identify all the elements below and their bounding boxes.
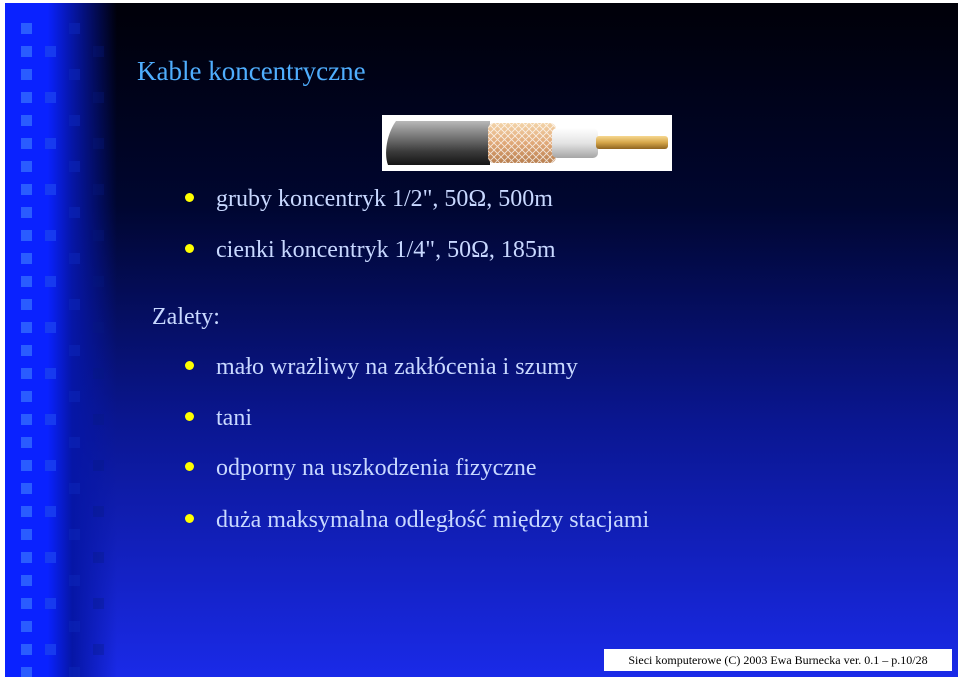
bullet-item-cheap (185, 405, 252, 432)
slide (5, 3, 958, 677)
cable-braid-mesh (488, 123, 556, 163)
bullet-item-thin-coax (185, 237, 556, 264)
bullet-text: cienki koncentryk 1/4", 50Ω, 185m (216, 237, 556, 263)
bullet-item-noise (185, 354, 578, 381)
left-decorative-strip (5, 3, 117, 677)
bullet-icon (185, 462, 194, 471)
cable-core (596, 136, 668, 149)
bullet-icon (185, 361, 194, 370)
bullet-text: odporny na uszkodzenia fizyczne (216, 455, 537, 481)
page-footer: Sieci komputerowe (C) 2003 Ewa Burnecka ver. 0.1 – p.10/28 (604, 649, 952, 671)
bullet-text: mało wrażliwy na zakłócenia i szumy (216, 354, 578, 380)
bullet-item-durable (185, 455, 537, 482)
bullet-item-thick-coax (185, 186, 553, 213)
cable-dielectric (552, 128, 598, 158)
bullet-icon (185, 514, 194, 523)
coaxial-cable-image (382, 115, 672, 171)
slide-title: Kable koncentryczne (137, 56, 366, 86)
bullet-icon (185, 193, 194, 202)
advantages-label: Zalety: (152, 304, 220, 330)
bullet-icon (185, 244, 194, 253)
bullet-item-distance (185, 507, 649, 534)
bullet-text: gruby koncentryk 1/2", 50Ω, 500m (216, 186, 553, 212)
bullet-icon (185, 412, 194, 421)
cable-jacket (386, 121, 490, 165)
bullet-text: duża maksymalna odległość między stacjami (216, 507, 650, 533)
bullet-text: tani (216, 405, 252, 431)
